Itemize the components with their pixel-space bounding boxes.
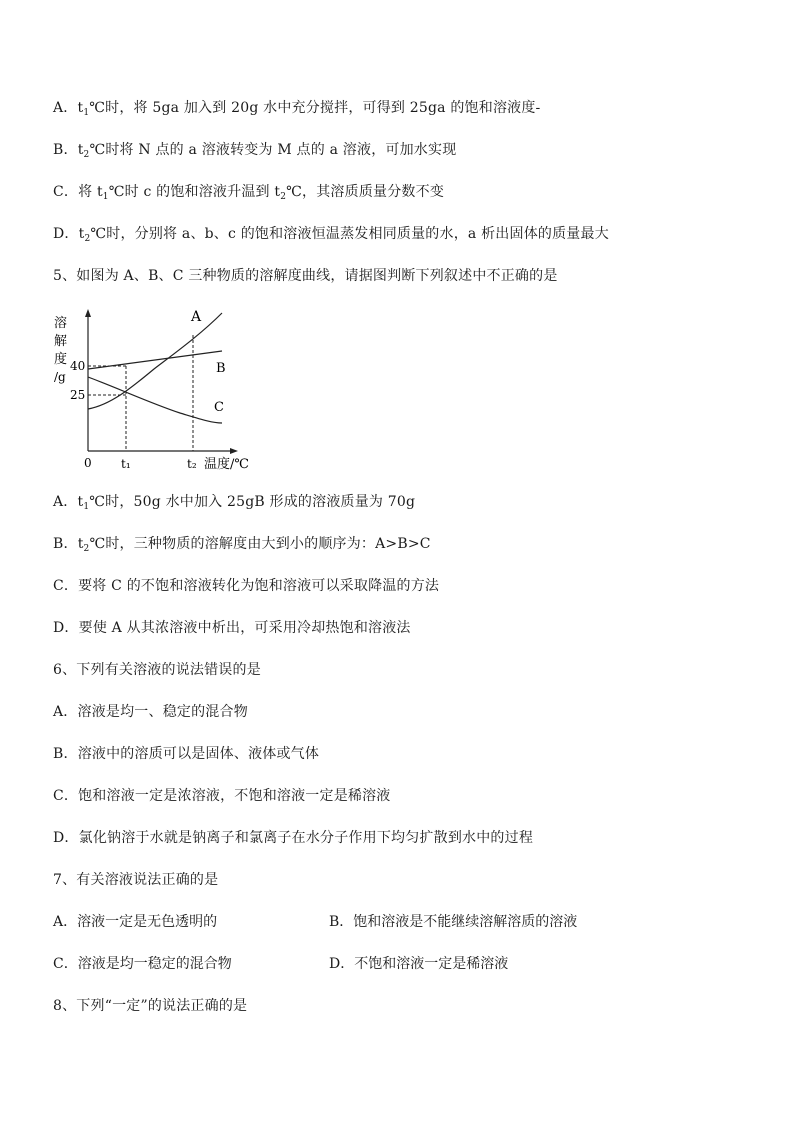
- x-axis-label: 温度/℃: [204, 457, 249, 472]
- q5-option-b-text: B．t: [53, 536, 84, 552]
- x-axis-arrow: [230, 448, 238, 454]
- q4-option-b: [53, 140, 456, 160]
- x-tick-origin: 0: [84, 456, 92, 470]
- y-tick-40: 40: [70, 359, 86, 373]
- q4-option-b-text: B．t: [53, 142, 84, 158]
- q4-option-a-text: A．t: [53, 100, 84, 116]
- q7-option-a: A．溶液一定是无色透明的: [53, 914, 218, 930]
- q7-option-b: B．饱和溶液是不能继续溶解溶质的溶液: [329, 914, 578, 930]
- q6-option-a: A．溶液是均一、稳定的混合物: [53, 704, 248, 720]
- curve-label-b: B: [216, 361, 226, 376]
- q4-option-a: [53, 98, 541, 118]
- q6-option-b: B．溶液中的溶质可以是固体、液体或气体: [53, 746, 320, 762]
- subscript: 2: [83, 150, 90, 160]
- q4-option-d-text: D．t: [53, 226, 85, 242]
- q4-option-c-text: C．将 t: [53, 184, 103, 200]
- y-axis-label-2: 解: [54, 334, 68, 349]
- q4-option-b-text: ℃时将 N 点的 a 溶液转变为 M 点的 a 溶液，可加水实现: [89, 142, 457, 158]
- q4-option-c-text: ℃时 c 的饱和溶液升温到 t: [108, 184, 281, 200]
- q6-option-c: C．饱和溶液一定是浓溶液，不饱和溶液一定是稀溶液: [53, 788, 391, 804]
- q5-option-d: D．要使 A 从其浓溶液中析出，可采用冷却热饱和溶液法: [53, 620, 411, 636]
- solubility-curve-figure: [50, 305, 260, 477]
- q5-option-b: [53, 534, 431, 554]
- subscript: 1: [83, 502, 90, 512]
- q6-option-d: D．氯化钠溶于水就是钠离子和氯离子在水分子作用下均匀扩散到水中的过程: [53, 830, 534, 846]
- q7-option-c: C．溶液是均一稳定的混合物: [53, 956, 232, 972]
- curve-c: [88, 377, 222, 423]
- q5-option-a: [53, 492, 415, 512]
- q5-option-c: C．要将 C 的不饱和溶液转化为饱和溶液可以采取降温的方法: [53, 578, 440, 594]
- subscript: 2: [280, 192, 287, 202]
- x-tick-t2: t₂: [187, 457, 197, 471]
- q4-option-d-text: ℃时，分别将 a、b、c 的饱和溶液恒温蒸发相同质量的水，a 析出固体的质量最大: [90, 226, 609, 242]
- subscript: 2: [84, 234, 91, 244]
- y-axis-label-4: /g: [54, 370, 66, 384]
- q5-option-a-text: ℃时，50g 水中加入 25gB 形成的溶液质量为 70g: [89, 494, 416, 510]
- curve-label-a: A: [191, 309, 202, 325]
- q8-stem: 8、下列“一定”的说法正确的是: [53, 998, 248, 1014]
- q5-option-a-text: A．t: [53, 494, 84, 510]
- y-axis-arrow: [85, 309, 91, 317]
- q7-option-d: D．不饱和溶液一定是稀溶液: [329, 956, 509, 972]
- subscript: 1: [83, 108, 90, 118]
- q5-stem: 5、如图为 A、B、C 三种物质的溶解度曲线，请据图判断下列叙述中不正确的是: [53, 268, 558, 284]
- x-tick-t1: t₁: [121, 457, 131, 471]
- q6-stem: 6、下列有关溶液的说法错误的是: [53, 662, 261, 678]
- subscript: 2: [83, 544, 90, 554]
- y-axis-label-1: 溶: [54, 316, 68, 331]
- curve-b: [88, 351, 222, 369]
- curve-label-c: C: [214, 400, 224, 415]
- q5-option-b-text: ℃时，三种物质的溶解度由大到小的顺序为：A>B>C: [89, 536, 431, 552]
- q4-option-c: [53, 182, 444, 202]
- y-axis-label-3: 度: [54, 352, 68, 367]
- q4-option-d: [53, 224, 609, 244]
- q4-option-a-text: ℃时，将 5ga 加入到 20g 水中充分搅拌，可得到 25ga 的饱和溶液度-: [89, 100, 541, 116]
- q4-option-c-text: ℃，其溶质质量分数不变: [286, 184, 445, 200]
- q7-stem: 7、有关溶液说法正确的是: [53, 872, 219, 888]
- y-tick-25: 25: [70, 388, 86, 402]
- subscript: 1: [102, 192, 109, 202]
